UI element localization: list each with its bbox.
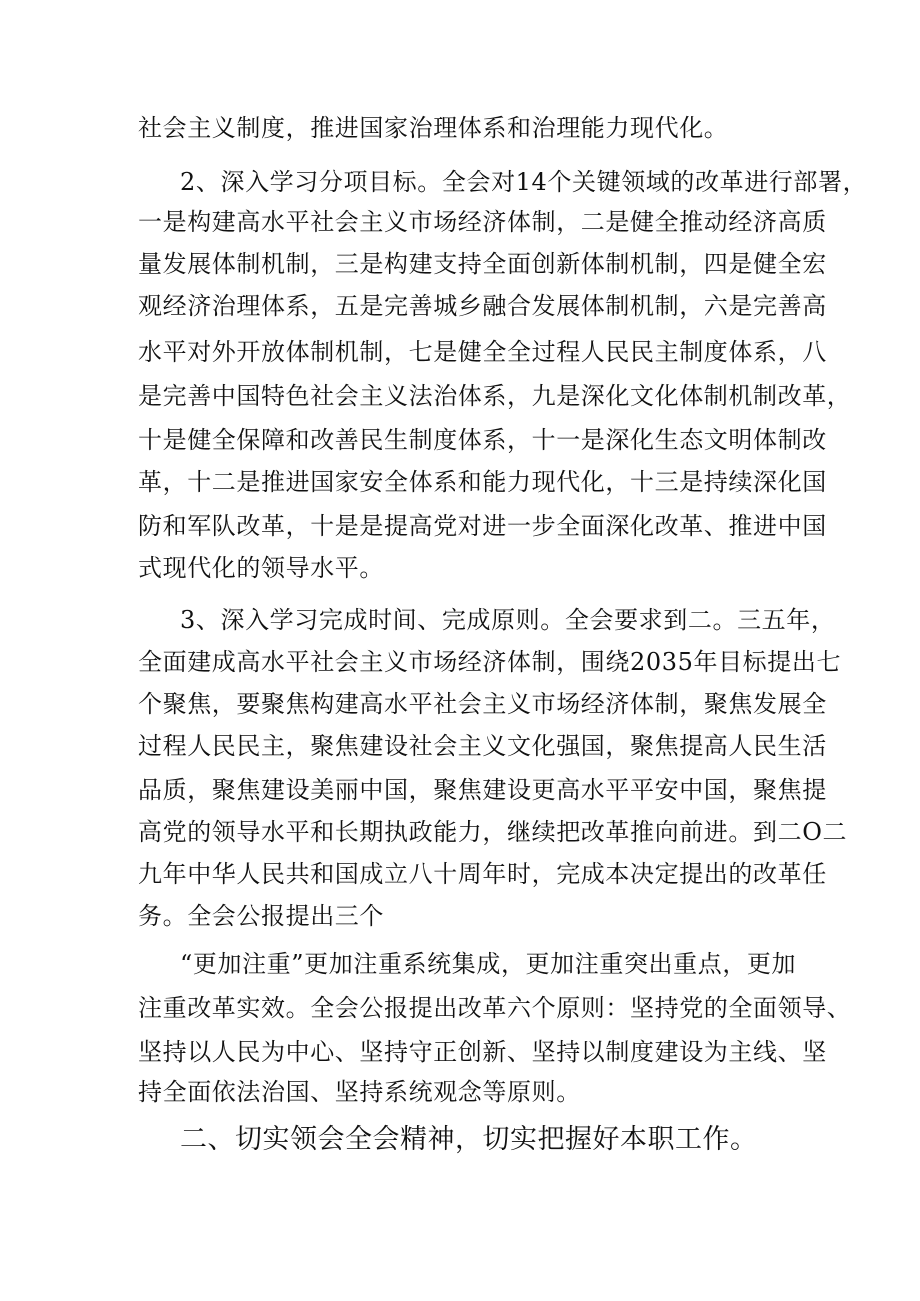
text-line: 全面建成高水平社会主义市场经济体制，围绕2035年目标提出七: [138, 648, 842, 676]
text-line: 十是健全保障和改善民生制度体系，十一是深化生态文明体制改: [138, 426, 827, 454]
text-line: 水平对外开放体制机制，七是健全全过程人民民主制度体系，八: [138, 338, 827, 366]
text-line: 坚持以人民为中心、坚持守正创新、坚持以制度建设为主线、坚: [138, 1038, 827, 1066]
text-line: 注重改革实效。全会公报提出改革六个原则：坚持党的全面领导、: [138, 994, 852, 1022]
text-line: 持全面依法治国、坚持系统观念等原则。: [138, 1078, 581, 1106]
text-line: 个聚焦，要聚焦构建高水平社会主义市场经济体制，聚焦发展全: [138, 690, 827, 718]
text-line: 社会主义制度，推进国家治理体系和治理能力现代化。: [138, 114, 729, 142]
text-line: 3、深入学习完成时间、完成原则。全会要求到二。三五年，: [180, 606, 836, 634]
text-line: 过程人民民主，聚焦建设社会主义文化强国，聚焦提高人民生活: [138, 732, 827, 760]
text-line: 量发展体制机制，三是构建支持全面创新体制机制，四是健全宏: [138, 250, 827, 278]
section-heading: 二、切实领会全会精神，切实把握好本职工作。: [180, 1124, 758, 1155]
text-line: “更加注重”更加注重系统集成，更加注重突出重点，更加: [180, 950, 797, 978]
text-line: 品质，聚焦建设美丽中国，聚焦建设更高水平平安中国，聚焦提: [138, 776, 827, 804]
text-line: 务。全会公报提出三个: [138, 902, 384, 930]
text-line: 防和军队改革，十是是提高党对进一步全面深化改革、推进中国: [138, 512, 827, 540]
text-line: 式现代化的领导水平。: [138, 554, 384, 582]
text-line: 革，十二是推进国家安全体系和能力现代化，十三是持续深化国: [138, 468, 827, 496]
text-line: 一是构建高水平社会主义市场经济体制，二是健全推动经济高质: [138, 208, 827, 236]
text-line: 九年中华人民共和国成立八十周年时，完成本决定提出的改革任: [138, 860, 827, 888]
text-line: 观经济治理体系，五是完善城乡融合发展体制机制，六是完善高: [138, 292, 827, 320]
text-line: 是完善中国特色社会主义法治体系，九是深化文化体制机制改革，: [138, 382, 852, 410]
text-line: 2、深入学习分项目标。全会对14个关键领域的改革进行部署，: [180, 168, 868, 196]
text-line: 高党的领导水平和长期执政能力，继续把改革推向前进。到二O二: [138, 818, 848, 846]
